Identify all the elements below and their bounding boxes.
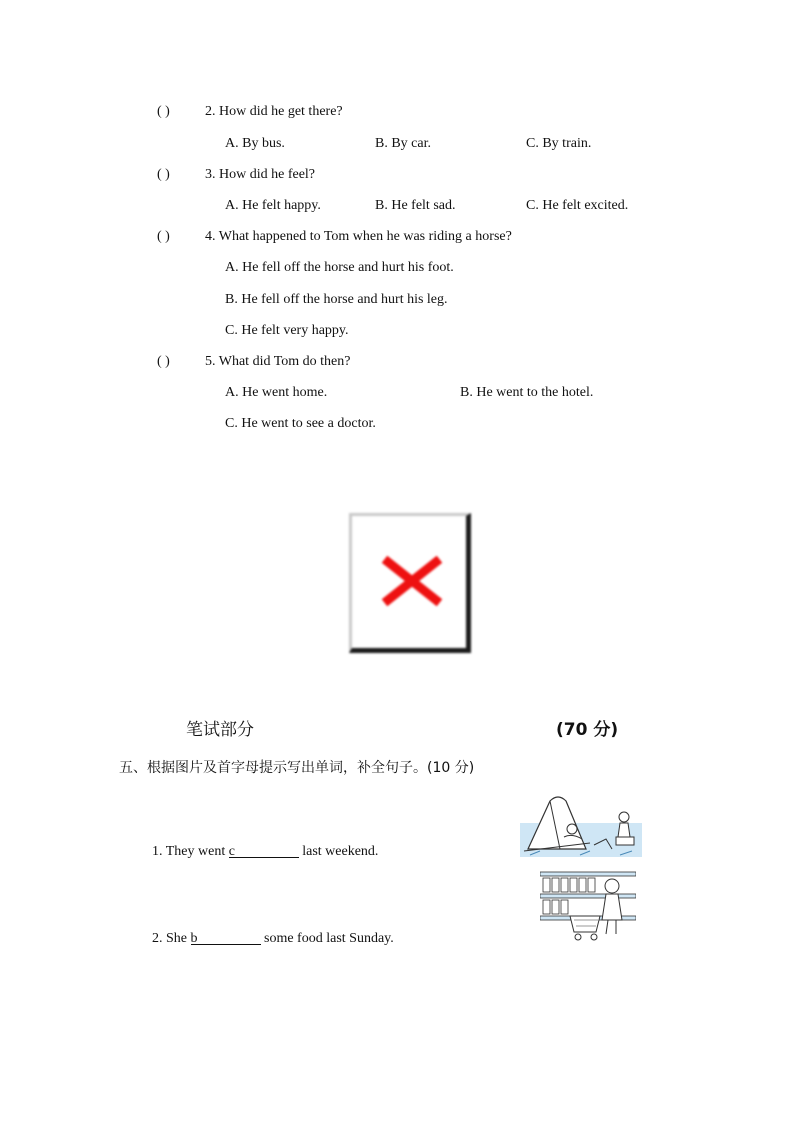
question-number: 4. What happened to Tom when he was riding a horse? bbox=[205, 229, 512, 244]
fill-item-1: 1. They went c last weekend. bbox=[152, 844, 379, 859]
option-a: A. He felt happy. bbox=[225, 198, 321, 213]
option-b: B. By car. bbox=[375, 136, 431, 151]
written-section-title: 笔试部分 bbox=[186, 720, 254, 740]
answer-paren[interactable]: ( ) bbox=[157, 167, 170, 182]
question-number: 3. How did he feel? bbox=[205, 167, 316, 182]
option-b: B. He went to the hotel. bbox=[460, 385, 594, 400]
written-section-score: (70 分) bbox=[556, 720, 619, 740]
option-c: C. He felt very happy. bbox=[225, 323, 349, 338]
answer-paren[interactable]: ( ) bbox=[157, 354, 170, 369]
broken-image-icon bbox=[382, 556, 442, 606]
section-5-heading: 五、根据图片及首字母提示写出单词，补全句子。(10 分) bbox=[119, 760, 475, 776]
option-a: A. He fell off the horse and hurt his foot. bbox=[225, 260, 454, 275]
option-c: C. He felt excited. bbox=[526, 198, 629, 213]
option-b: B. He felt sad. bbox=[375, 198, 456, 213]
option-a: A. He went home. bbox=[225, 385, 328, 400]
broken-image-placeholder bbox=[349, 513, 471, 653]
answer-blank[interactable]: b bbox=[191, 930, 261, 945]
option-a: A. By bus. bbox=[225, 136, 285, 151]
answer-paren[interactable]: ( ) bbox=[157, 104, 170, 119]
answer-paren[interactable]: ( ) bbox=[157, 229, 170, 244]
option-c: C. He went to see a doctor. bbox=[225, 416, 376, 431]
question-number: 2. How did he get there? bbox=[205, 104, 343, 119]
camping-tent-picture bbox=[520, 793, 642, 857]
option-b: B. He fell off the horse and hurt his leg. bbox=[225, 292, 448, 307]
option-c: C. By train. bbox=[526, 136, 592, 151]
fill-item-2: 2. She b some food last Sunday. bbox=[152, 931, 394, 946]
question-number: 5. What did Tom do then? bbox=[205, 354, 351, 369]
supermarket-shopping-picture bbox=[540, 864, 636, 942]
answer-blank[interactable]: c bbox=[229, 843, 299, 858]
